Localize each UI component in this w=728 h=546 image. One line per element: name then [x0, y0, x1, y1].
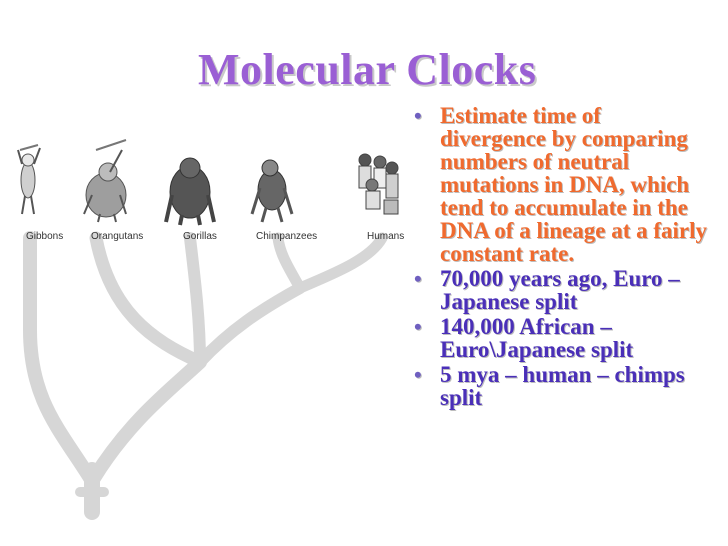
branch-gorillas — [190, 238, 200, 362]
bullet-item-human-chimp — [410, 363, 710, 409]
label-gibbons: Gibbons — [26, 231, 64, 242]
bullet-icon: • — [414, 362, 422, 387]
label-humans: Humans — [367, 231, 405, 242]
humans-illustration — [359, 154, 398, 214]
bullet-item-molecular-clock — [410, 104, 710, 265]
branch-chimpanzees — [278, 238, 300, 288]
orangutan-illustration — [84, 140, 126, 222]
bullet-text: Estimate time of divergence by comparing numbers of neutral mutations in DNA, which tend to accumulate in the DNA of a lineage at a fairly constant rate. — [440, 103, 708, 266]
label-orangutans: Orangutans — [91, 231, 144, 242]
bullet-text: 140,000 African – Euro\Japanese split — [440, 314, 634, 362]
branch-humans — [300, 238, 382, 288]
gorilla-illustration — [166, 158, 214, 225]
bullet-item-african-euro — [410, 315, 710, 361]
bullet-icon: • — [414, 266, 422, 291]
gibbon-illustration — [18, 145, 40, 214]
branch-orangutans — [96, 238, 200, 362]
bullet-text: 5 mya – human – chimps split — [440, 362, 685, 410]
bullet-icon: • — [414, 314, 422, 339]
branch-main — [94, 362, 200, 478]
bullet-text: 70,000 years ago, Euro – Japanese split — [440, 266, 680, 314]
label-chimpanzees: Chimpanzees — [256, 231, 318, 242]
bullet-icon: • — [414, 103, 422, 128]
branch-hominin — [200, 288, 300, 362]
bullet-item-euro-japanese — [410, 267, 710, 313]
slide-title: Molecular Clocks — [198, 45, 537, 94]
chimpanzee-illustration — [252, 160, 292, 222]
label-gorillas: Gorillas — [183, 231, 217, 242]
branch-gibbons — [30, 238, 90, 478]
bullet-list — [410, 104, 710, 411]
tree-branches — [30, 238, 382, 512]
primate-labels — [26, 231, 404, 242]
